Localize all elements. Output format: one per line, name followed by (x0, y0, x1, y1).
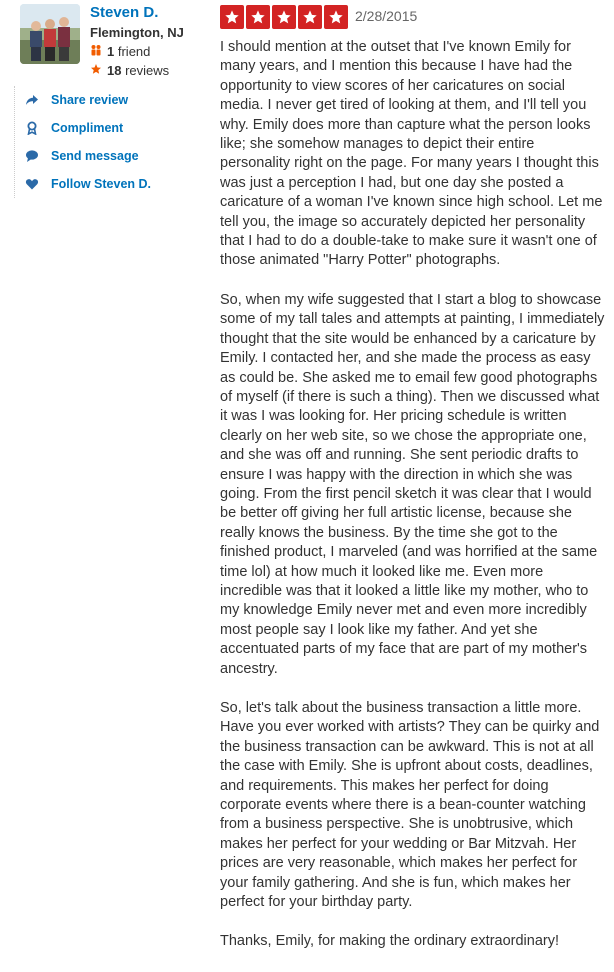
heart-icon (25, 177, 39, 191)
review-paragraph: So, when my wife suggested that I start a blog to showcase some of my tall tales and attempts at painting, I immediately thought that the site would be enhanced by a caricature by Emily. I contacted her, and she made the process as easy as could be. She asked me to email few good photographs of myself (if there is such a thing). Then we discussed what it was I was looking for. Her pricing schedule is written clearly on her web site, so we chose the appropriate one, and she was off and running. She sent periodic drafts to ensure I was happy with the direction in which she was going. From the first pencil sketch it was clear that I would be better off giving her full artistic license, because she really knows the business. By the time she got to the finished product, I marveled (and was horrified at the same time lol) at how much it looked like me. Even more incredible was that it looked a little like my mother, who to my knowledge Emily never met and even more incredibly most people say I look like my father. And yet she accentuated parts of my face that are part of my mother's ancestry. (220, 291, 605, 677)
rating-star-icon (220, 5, 244, 29)
user-location: Flemington, NJ (90, 25, 184, 40)
friends-label: friend (117, 44, 151, 59)
reviewer-sidebar (14, 0, 210, 864)
friends-count-value: 1 (107, 44, 115, 59)
friends-icon (90, 44, 102, 59)
rating-star-icon (298, 5, 322, 29)
user-name-link[interactable]: Steven D. (90, 4, 159, 21)
reviews-label: reviews (125, 63, 170, 78)
share-review-button[interactable] (25, 86, 215, 114)
follow-user-label: Follow Steven D. (51, 177, 152, 191)
send-message-label: Send message (51, 149, 139, 163)
reviews-count (90, 63, 169, 78)
review (220, 0, 608, 950)
star-rating (220, 5, 348, 29)
share-review-label: Share review (51, 93, 129, 107)
user-passport (14, 0, 210, 82)
avatar-photo (20, 4, 80, 64)
friends-count (90, 44, 150, 59)
follow-user-button[interactable] (25, 170, 215, 198)
compliment-button[interactable] (25, 114, 215, 142)
review-paragraph: Thanks, Emily, for making the ordinary extraordinary! (220, 933, 560, 950)
rating-row (220, 0, 608, 32)
star-icon (90, 63, 102, 78)
review-date: 2/28/2015 (355, 8, 418, 24)
share-icon (25, 93, 39, 107)
reviews-count-value: 18 (107, 63, 122, 78)
review-paragraph: So, let's talk about the business transaction a little more. Have you ever worked with artists? They can be quirky and the business transaction can be awkward. This is not at all the case with Emily. She is upfront about costs, deadlines, and requirements. This makes her perfect for doing corporate events where there is a bean-counter watching from a business perspective. She is unobtrusive, which makes her perfect for your wedding or Bar Mitzvah. Her prices are very reasonable, which makes her perfect for your family gathering. And she is fun, which makes her perfect for your birthday party. (220, 700, 600, 911)
award-icon (25, 121, 39, 135)
rating-star-icon (246, 5, 270, 29)
avatar[interactable] (20, 4, 80, 64)
rating-star-icon (324, 5, 348, 29)
review-actions (14, 86, 215, 198)
compliment-label: Compliment (51, 121, 124, 135)
message-icon (25, 149, 39, 163)
send-message-button[interactable] (25, 142, 215, 170)
review-text (220, 38, 608, 972)
rating-star-icon (272, 5, 296, 29)
review-paragraph: I should mention at the outset that I've known Emily for many years, and I mention this because I have had the opportunity to view scores of her caricatures on social media. I never get tired of looking at them, and I'll tell you why. Emily does more than capture what the person looks like; she somehow manages to depict their entire personality right on the page. For many years I thought this was just a perception I had, but one day she posted a caricature of a woman I've known since high school. Let me tell you, the image so accurately depicted her personality that I had to do a double-take to make sure it wasn't one of those animated "Harry Potter" photographs. (220, 39, 603, 269)
